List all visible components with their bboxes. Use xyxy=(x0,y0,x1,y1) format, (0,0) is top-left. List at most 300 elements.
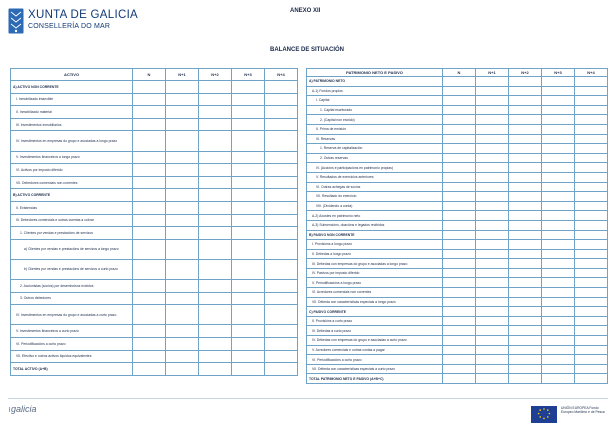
value-cell[interactable] xyxy=(509,144,542,154)
value-cell[interactable] xyxy=(443,374,476,384)
value-cell[interactable] xyxy=(575,182,608,192)
value-cell[interactable] xyxy=(166,131,199,151)
value-cell[interactable] xyxy=(265,337,298,350)
value-cell[interactable] xyxy=(509,172,542,182)
value-cell[interactable] xyxy=(542,240,575,250)
value-cell[interactable] xyxy=(509,364,542,374)
value-cell[interactable] xyxy=(542,259,575,269)
value-cell[interactable] xyxy=(575,240,608,250)
value-cell[interactable] xyxy=(542,297,575,307)
value-cell[interactable] xyxy=(542,144,575,154)
value-cell[interactable] xyxy=(133,337,166,350)
value-cell[interactable] xyxy=(199,337,232,350)
value-cell[interactable] xyxy=(542,96,575,106)
value-cell[interactable] xyxy=(166,337,199,350)
table-row xyxy=(11,325,298,338)
value-cell[interactable] xyxy=(443,105,476,115)
value-cell[interactable] xyxy=(476,316,509,326)
value-cell[interactable] xyxy=(232,176,265,189)
value-cell[interactable] xyxy=(509,355,542,365)
value-cell[interactable] xyxy=(575,192,608,202)
value-cell[interactable] xyxy=(509,86,542,96)
value-cell[interactable] xyxy=(443,144,476,154)
value-cell[interactable] xyxy=(476,172,509,182)
value-cell[interactable] xyxy=(476,230,509,240)
value-cell[interactable] xyxy=(166,292,199,305)
value-cell[interactable] xyxy=(575,230,608,240)
value-cell[interactable] xyxy=(575,77,608,87)
value-cell[interactable] xyxy=(575,326,608,336)
value-cell[interactable] xyxy=(133,292,166,305)
table-row xyxy=(307,163,608,173)
value-cell[interactable] xyxy=(509,220,542,230)
row-label: II. Débedas a longo prazo xyxy=(307,249,443,259)
value-cell[interactable] xyxy=(199,106,232,119)
row-label: IV. Pasivos por imposto diferido xyxy=(307,268,443,278)
value-cell[interactable] xyxy=(232,259,265,279)
value-cell[interactable] xyxy=(509,230,542,240)
value-cell[interactable] xyxy=(575,144,608,154)
value-cell[interactable] xyxy=(509,316,542,326)
value-cell[interactable] xyxy=(199,164,232,177)
value-cell[interactable] xyxy=(542,192,575,202)
value-cell[interactable] xyxy=(199,292,232,305)
value-cell[interactable] xyxy=(265,214,298,227)
value-cell[interactable] xyxy=(232,214,265,227)
table-row xyxy=(307,297,608,307)
value-cell[interactable] xyxy=(509,288,542,298)
value-cell[interactable] xyxy=(542,77,575,87)
value-cell[interactable] xyxy=(133,214,166,227)
value-cell[interactable] xyxy=(443,345,476,355)
value-cell[interactable] xyxy=(476,259,509,269)
value-cell[interactable] xyxy=(509,240,542,250)
value-cell[interactable] xyxy=(575,220,608,230)
row-label: 3. Outros debedores xyxy=(11,292,133,305)
value-cell[interactable] xyxy=(509,278,542,288)
value-cell[interactable] xyxy=(443,163,476,173)
value-cell[interactable] xyxy=(166,93,199,106)
value-cell[interactable] xyxy=(166,259,199,279)
value-cell[interactable] xyxy=(476,278,509,288)
value-cell[interactable] xyxy=(443,259,476,269)
value-cell[interactable] xyxy=(476,268,509,278)
value-cell[interactable] xyxy=(265,227,298,240)
value-cell[interactable] xyxy=(199,201,232,214)
value-cell[interactable] xyxy=(232,201,265,214)
value-cell[interactable] xyxy=(542,268,575,278)
value-cell[interactable] xyxy=(133,93,166,106)
value-cell[interactable] xyxy=(166,239,199,259)
value-cell[interactable] xyxy=(265,201,298,214)
row-label: IV. Investimentos en empresas do grupo e asociadas a longo prazo xyxy=(11,131,133,151)
value-cell[interactable] xyxy=(476,115,509,125)
value-cell[interactable] xyxy=(199,363,232,376)
value-cell[interactable] xyxy=(509,163,542,173)
value-cell[interactable] xyxy=(199,280,232,293)
equity-liabilities-table xyxy=(306,68,608,384)
value-cell[interactable] xyxy=(476,144,509,154)
value-cell[interactable] xyxy=(443,249,476,259)
value-cell[interactable] xyxy=(133,259,166,279)
value-cell[interactable] xyxy=(166,118,199,131)
value-cell[interactable] xyxy=(542,105,575,115)
value-cell[interactable] xyxy=(443,182,476,192)
value-cell[interactable] xyxy=(476,163,509,173)
table-row xyxy=(307,278,608,288)
galicia-mark-icon: ≀ xyxy=(8,405,11,414)
eu-fund-text: UNIÓN EUROPEA Fondo Europeo Marítimo e de Pesca xyxy=(561,406,605,415)
value-cell[interactable] xyxy=(199,325,232,338)
value-cell[interactable] xyxy=(133,325,166,338)
value-cell[interactable] xyxy=(265,350,298,363)
value-cell[interactable] xyxy=(542,201,575,211)
value-cell[interactable] xyxy=(443,278,476,288)
value-cell[interactable] xyxy=(232,151,265,164)
value-cell[interactable] xyxy=(443,268,476,278)
value-cell[interactable] xyxy=(265,176,298,189)
table-row xyxy=(11,164,298,177)
value-cell[interactable] xyxy=(509,134,542,144)
table-row xyxy=(11,292,298,305)
value-cell[interactable] xyxy=(133,227,166,240)
value-cell[interactable] xyxy=(265,93,298,106)
value-cell[interactable] xyxy=(166,81,199,94)
liabilities-header-label: PATRIMONIO NETO E PASIVO xyxy=(307,69,443,77)
value-cell[interactable] xyxy=(232,118,265,131)
value-cell[interactable] xyxy=(509,326,542,336)
value-cell[interactable] xyxy=(265,81,298,94)
value-cell[interactable] xyxy=(476,192,509,202)
value-cell[interactable] xyxy=(232,305,265,325)
value-cell[interactable] xyxy=(476,211,509,221)
value-cell[interactable] xyxy=(265,189,298,202)
value-cell[interactable] xyxy=(476,105,509,115)
value-cell[interactable] xyxy=(232,325,265,338)
value-cell[interactable] xyxy=(575,307,608,317)
value-cell[interactable] xyxy=(575,268,608,278)
value-cell[interactable] xyxy=(443,77,476,87)
value-cell[interactable] xyxy=(166,350,199,363)
value-cell[interactable] xyxy=(575,278,608,288)
value-cell[interactable] xyxy=(476,124,509,134)
value-cell[interactable] xyxy=(542,364,575,374)
value-cell[interactable] xyxy=(509,105,542,115)
value-cell[interactable] xyxy=(542,163,575,173)
value-cell[interactable] xyxy=(166,363,199,376)
value-cell[interactable] xyxy=(133,305,166,325)
value-cell[interactable] xyxy=(133,350,166,363)
table-row xyxy=(307,259,608,269)
value-cell[interactable] xyxy=(575,297,608,307)
value-cell[interactable] xyxy=(509,96,542,106)
value-cell[interactable] xyxy=(166,227,199,240)
value-cell[interactable] xyxy=(509,192,542,202)
value-cell[interactable] xyxy=(575,374,608,384)
value-cell[interactable] xyxy=(476,240,509,250)
value-cell[interactable] xyxy=(443,201,476,211)
value-cell[interactable] xyxy=(443,240,476,250)
value-cell[interactable] xyxy=(575,345,608,355)
value-cell[interactable] xyxy=(443,86,476,96)
value-cell[interactable] xyxy=(476,77,509,87)
value-cell[interactable] xyxy=(199,227,232,240)
value-cell[interactable] xyxy=(443,326,476,336)
value-cell[interactable] xyxy=(265,259,298,279)
value-cell[interactable] xyxy=(166,325,199,338)
value-cell[interactable] xyxy=(265,305,298,325)
value-cell[interactable] xyxy=(542,172,575,182)
value-cell[interactable] xyxy=(443,316,476,326)
value-cell[interactable] xyxy=(542,134,575,144)
value-cell[interactable] xyxy=(509,211,542,221)
value-cell[interactable] xyxy=(542,345,575,355)
value-cell[interactable] xyxy=(199,214,232,227)
brand xyxy=(28,9,138,32)
value-cell[interactable] xyxy=(575,249,608,259)
value-cell[interactable] xyxy=(542,115,575,125)
value-cell[interactable] xyxy=(509,201,542,211)
value-cell[interactable] xyxy=(443,230,476,240)
row-label: V. Resultados de exercicios anteriores xyxy=(307,172,443,182)
value-cell[interactable] xyxy=(476,86,509,96)
value-cell[interactable] xyxy=(476,153,509,163)
value-cell[interactable] xyxy=(575,316,608,326)
value-cell[interactable] xyxy=(443,288,476,298)
row-label: 2. (Capital non esixido) xyxy=(307,115,443,125)
value-cell[interactable] xyxy=(476,355,509,365)
value-cell[interactable] xyxy=(575,96,608,106)
value-cell[interactable] xyxy=(575,364,608,374)
value-cell[interactable] xyxy=(443,364,476,374)
value-cell[interactable] xyxy=(575,336,608,346)
value-cell[interactable] xyxy=(166,201,199,214)
value-cell[interactable] xyxy=(232,81,265,94)
col-n: N xyxy=(133,69,166,81)
value-cell[interactable] xyxy=(443,96,476,106)
value-cell[interactable] xyxy=(443,211,476,221)
value-cell[interactable] xyxy=(232,337,265,350)
table-row xyxy=(11,201,298,214)
value-cell[interactable] xyxy=(265,164,298,177)
value-cell[interactable] xyxy=(232,164,265,177)
value-cell[interactable] xyxy=(133,81,166,94)
value-cell[interactable] xyxy=(166,214,199,227)
row-label: C) PASIVO CORRENTE xyxy=(307,307,443,317)
value-cell[interactable] xyxy=(476,326,509,336)
value-cell[interactable] xyxy=(166,164,199,177)
value-cell[interactable] xyxy=(443,307,476,317)
value-cell[interactable] xyxy=(166,176,199,189)
value-cell[interactable] xyxy=(542,153,575,163)
value-cell[interactable] xyxy=(133,280,166,293)
value-cell[interactable] xyxy=(232,350,265,363)
value-cell[interactable] xyxy=(575,163,608,173)
value-cell[interactable] xyxy=(199,81,232,94)
value-cell[interactable] xyxy=(509,374,542,384)
value-cell[interactable] xyxy=(509,297,542,307)
value-cell[interactable] xyxy=(575,355,608,365)
value-cell[interactable] xyxy=(476,307,509,317)
row-label: 1. Reserva de capitalización xyxy=(307,144,443,154)
value-cell[interactable] xyxy=(509,249,542,259)
value-cell[interactable] xyxy=(133,201,166,214)
value-cell[interactable] xyxy=(133,239,166,259)
value-cell[interactable] xyxy=(265,151,298,164)
value-cell[interactable] xyxy=(542,374,575,384)
value-cell[interactable] xyxy=(542,307,575,317)
value-cell[interactable] xyxy=(199,118,232,131)
value-cell[interactable] xyxy=(575,211,608,221)
value-cell[interactable] xyxy=(232,93,265,106)
value-cell[interactable] xyxy=(575,86,608,96)
value-cell[interactable] xyxy=(509,268,542,278)
value-cell[interactable] xyxy=(199,93,232,106)
value-cell[interactable] xyxy=(509,182,542,192)
value-cell[interactable] xyxy=(575,124,608,134)
value-cell[interactable] xyxy=(476,297,509,307)
value-cell[interactable] xyxy=(476,134,509,144)
value-cell[interactable] xyxy=(575,259,608,269)
value-cell[interactable] xyxy=(199,350,232,363)
value-cell[interactable] xyxy=(265,118,298,131)
value-cell[interactable] xyxy=(133,131,166,151)
value-cell[interactable] xyxy=(199,189,232,202)
value-cell[interactable] xyxy=(232,227,265,240)
value-cell[interactable] xyxy=(265,292,298,305)
row-label: VIII. (Dividendo a conta) xyxy=(307,201,443,211)
value-cell[interactable] xyxy=(265,363,298,376)
value-cell[interactable] xyxy=(476,288,509,298)
value-cell[interactable] xyxy=(199,176,232,189)
value-cell[interactable] xyxy=(542,182,575,192)
value-cell[interactable] xyxy=(575,201,608,211)
value-cell[interactable] xyxy=(443,355,476,365)
value-cell[interactable] xyxy=(265,239,298,259)
value-cell[interactable] xyxy=(542,249,575,259)
value-cell[interactable] xyxy=(265,325,298,338)
value-cell[interactable] xyxy=(199,239,232,259)
value-cell[interactable] xyxy=(542,288,575,298)
table-row xyxy=(307,77,608,87)
table-row xyxy=(11,239,298,259)
table-row xyxy=(11,280,298,293)
value-cell[interactable] xyxy=(509,307,542,317)
value-cell[interactable] xyxy=(443,336,476,346)
value-cell[interactable] xyxy=(542,86,575,96)
value-cell[interactable] xyxy=(575,172,608,182)
value-cell[interactable] xyxy=(166,280,199,293)
value-cell[interactable] xyxy=(509,345,542,355)
value-cell[interactable] xyxy=(476,374,509,384)
value-cell[interactable] xyxy=(443,153,476,163)
value-cell[interactable] xyxy=(509,153,542,163)
value-cell[interactable] xyxy=(265,106,298,119)
table-row xyxy=(11,363,298,376)
value-cell[interactable] xyxy=(542,278,575,288)
value-cell[interactable] xyxy=(133,189,166,202)
value-cell[interactable] xyxy=(476,345,509,355)
value-cell[interactable] xyxy=(443,124,476,134)
value-cell[interactable] xyxy=(542,316,575,326)
value-cell[interactable] xyxy=(232,239,265,259)
value-cell[interactable] xyxy=(476,201,509,211)
value-cell[interactable] xyxy=(575,288,608,298)
value-cell[interactable] xyxy=(476,182,509,192)
value-cell[interactable] xyxy=(265,280,298,293)
value-cell[interactable] xyxy=(199,305,232,325)
value-cell[interactable] xyxy=(476,364,509,374)
value-cell[interactable] xyxy=(476,249,509,259)
table-row xyxy=(11,176,298,189)
value-cell[interactable] xyxy=(133,106,166,119)
value-cell[interactable] xyxy=(133,363,166,376)
value-cell[interactable] xyxy=(443,134,476,144)
value-cell[interactable] xyxy=(509,336,542,346)
value-cell[interactable] xyxy=(232,363,265,376)
value-cell[interactable] xyxy=(509,259,542,269)
value-cell[interactable] xyxy=(542,211,575,221)
value-cell[interactable] xyxy=(232,131,265,151)
table-row xyxy=(11,259,298,279)
value-cell[interactable] xyxy=(542,220,575,230)
value-cell[interactable] xyxy=(575,153,608,163)
value-cell[interactable] xyxy=(509,77,542,87)
value-cell[interactable] xyxy=(232,292,265,305)
value-cell[interactable] xyxy=(133,118,166,131)
value-cell[interactable] xyxy=(443,297,476,307)
value-cell[interactable] xyxy=(575,134,608,144)
value-cell[interactable] xyxy=(265,131,298,151)
value-cell[interactable] xyxy=(199,151,232,164)
value-cell[interactable] xyxy=(133,151,166,164)
value-cell[interactable] xyxy=(509,115,542,125)
row-label: I. Provisións a longo prazo xyxy=(307,240,443,250)
value-cell[interactable] xyxy=(542,336,575,346)
value-cell[interactable] xyxy=(476,220,509,230)
value-cell[interactable] xyxy=(476,336,509,346)
value-cell[interactable] xyxy=(166,189,199,202)
galicia-wordmark: galicia xyxy=(11,404,37,414)
value-cell[interactable] xyxy=(166,151,199,164)
row-label: IV. Investimentos en empresas do grupo e asociadas a curto prazo xyxy=(11,305,133,325)
value-cell[interactable] xyxy=(133,176,166,189)
table-row xyxy=(11,93,298,106)
value-cell[interactable] xyxy=(542,230,575,240)
table-row xyxy=(307,240,608,250)
value-cell[interactable] xyxy=(443,192,476,202)
value-cell[interactable] xyxy=(232,280,265,293)
value-cell[interactable] xyxy=(232,189,265,202)
row-label: V. Investimentos financeiros a curto prazo xyxy=(11,325,133,338)
value-cell[interactable] xyxy=(575,115,608,125)
value-cell[interactable] xyxy=(166,106,199,119)
value-cell[interactable] xyxy=(199,131,232,151)
value-cell[interactable] xyxy=(575,105,608,115)
value-cell[interactable] xyxy=(166,305,199,325)
value-cell[interactable] xyxy=(542,124,575,134)
value-cell[interactable] xyxy=(542,355,575,365)
value-cell[interactable] xyxy=(443,172,476,182)
value-cell[interactable] xyxy=(199,259,232,279)
value-cell[interactable] xyxy=(232,106,265,119)
value-cell[interactable] xyxy=(542,326,575,336)
value-cell[interactable] xyxy=(443,115,476,125)
value-cell[interactable] xyxy=(476,96,509,106)
value-cell[interactable] xyxy=(443,220,476,230)
value-cell[interactable] xyxy=(133,164,166,177)
value-cell[interactable] xyxy=(509,124,542,134)
